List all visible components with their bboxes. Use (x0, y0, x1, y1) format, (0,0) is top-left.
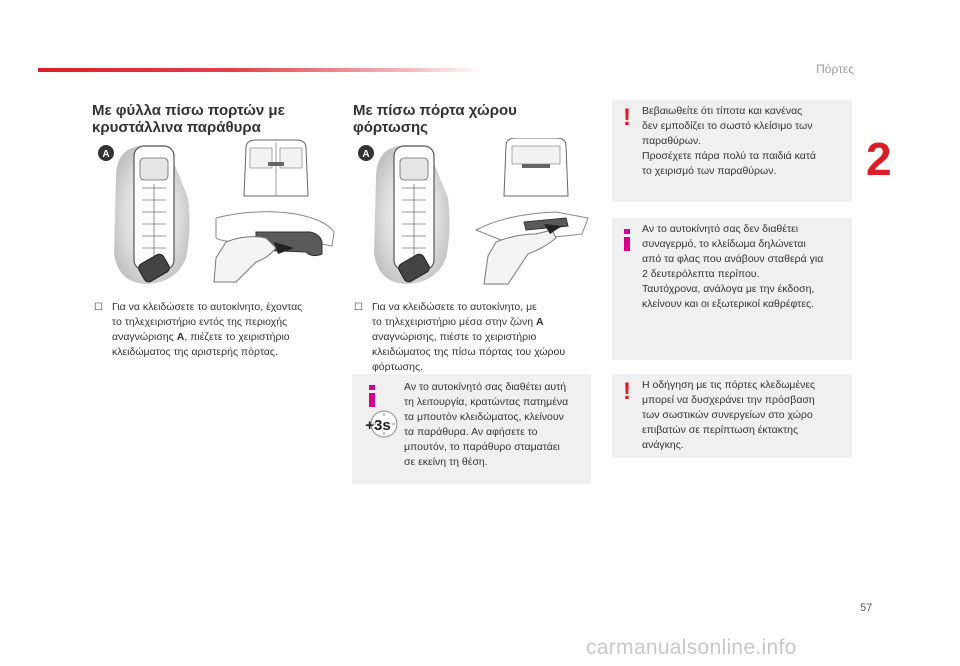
zone-ref-bold: A (536, 316, 544, 328)
zone-a-label: A (362, 149, 370, 160)
left-instruction-line4: κλειδώματος της αριστερής πόρτας. (112, 346, 278, 358)
middle-info-line5: μπουτόν, το παράθυρο σταματάει (404, 441, 560, 453)
hand-pressing-tailgate-handle-icon (476, 212, 588, 284)
warning1-line5: το χειρισμό των παραθύρων. (642, 165, 777, 177)
middle-info-line4: τα παράθυρα. Αν αφήσετε το (404, 426, 538, 438)
van-rear-view (244, 140, 308, 196)
timer-icon (358, 408, 398, 440)
middle-info-line6: σε εκείνη τη θέση. (404, 456, 488, 468)
info-icon (366, 384, 378, 408)
warning2-line4: επιβατών σε περίπτωση έκτακτης (642, 424, 799, 436)
middle-illustration (356, 138, 596, 288)
middle-heading (353, 102, 517, 136)
left-instruction-line2: το τηλεχειριστήριο εντός της περιοχής (112, 316, 288, 328)
bullet-icon: ☐ (354, 302, 363, 313)
van-rear-tailgate-view (504, 138, 568, 196)
middle-info-line3: τα μπουτόν κλειδώματος, κλείνουν (404, 411, 564, 423)
warning2-line2: μπορεί να δυσχεράνει την πρόσβαση (642, 394, 815, 406)
left-instruction (94, 300, 342, 360)
warning1-line1: Βεβαιωθείτε ότι τίποτα και κανένας (642, 105, 803, 117)
zone-a-label: A (102, 149, 110, 160)
middle-instruction-line2: το τηλεχειριστήριο μέσα στην ζώνη A (372, 316, 544, 328)
middle-instruction (354, 300, 597, 375)
warning1-line3: παραθύρων. (642, 135, 702, 147)
warning-box-closing-text (642, 104, 848, 179)
left-heading-line2: κρυστάλλινα παράθυρα (92, 119, 261, 136)
header-accent-bar (38, 68, 483, 72)
middle-heading-line1: Με πίσω πόρτα χώρου (353, 102, 517, 119)
bullet-icon: ☐ (94, 302, 103, 313)
info-icon (621, 228, 633, 252)
info-box-lock-signal (612, 218, 852, 360)
left-heading-line1: Με φύλλα πίσω πορτών με (92, 102, 285, 119)
section-title: Πόρτες (816, 62, 854, 76)
left-instruction-line1: Για να κλειδώσετε το αυτοκίνητο, έχοντας (112, 301, 303, 313)
warning-box-emergency (612, 374, 852, 458)
info-line3: από τα φλας που ανάβουν σταθερά για (642, 253, 824, 265)
page-number: 57 (860, 602, 873, 614)
watermark: carmanualsonline.info (586, 636, 797, 659)
info-line2: συναγερμό, το κλείδωμα δηλώνεται (642, 238, 806, 250)
warning-box-closing (612, 100, 852, 202)
middle-info-line2: τη λειτουργία, κρατώντας πατημένα (404, 396, 569, 408)
middle-instruction-line4: κλειδώματος της πίσω πόρτας του χώρου (372, 346, 566, 358)
warning-icon: ! (623, 104, 631, 131)
zone-ref-bold: A (176, 331, 185, 343)
warning-box-emergency-text (642, 378, 848, 453)
warning1-line4: Προσέχετε πάρα πολύ τα παιδιά κατά (642, 150, 816, 162)
warning2-line5: ανάγκης. (642, 439, 684, 451)
middle-info-text (404, 380, 588, 470)
info-line4: 2 δευτερόλεπτα περίπου. (642, 268, 760, 280)
warning2-line1: Η οδήγηση με τις πόρτες κλεδωμένες (642, 379, 816, 391)
middle-heading-line2: φόρτωσης (353, 119, 428, 136)
info-line5: Ταυτόχρονα, ανάλογα με την έκδοση, (642, 283, 815, 295)
hand-pressing-handle-icon (214, 212, 334, 282)
warning2-line3: των σωστικών συνεργείων στο χώρο (642, 409, 813, 421)
left-instruction-line3: αναγνώρισης A, πιέζετε το χειριστήριο (112, 331, 290, 343)
info-line1: Αν το αυτοκίνητό σας δεν διαθέτει (642, 223, 799, 235)
left-illustration (96, 138, 342, 288)
info-line6: κλείνουν και οι εξωτερικοί καθρέφτες. (642, 298, 814, 310)
left-heading (92, 102, 285, 136)
middle-instruction-line1: Για να κλειδώσετε το αυτοκίνητο, με (372, 301, 537, 313)
middle-info-line1: Αν το αυτοκίνητό σας διαθέτει αυτή (404, 381, 567, 393)
info-box-lock-signal-text (642, 222, 850, 312)
chapter-number: 2 (866, 133, 892, 185)
middle-instruction-line3: αναγνώρισης, πιέστε το χειριστήριο (372, 331, 537, 343)
warning-icon: ! (623, 378, 631, 405)
warning1-line2: δεν εμποδίζει το σωστό κλείσιμο των (642, 120, 813, 132)
middle-instruction-line5: φόρτωσης. (372, 361, 423, 373)
timer-label: +3s (365, 417, 391, 434)
middle-info-box (352, 374, 591, 484)
